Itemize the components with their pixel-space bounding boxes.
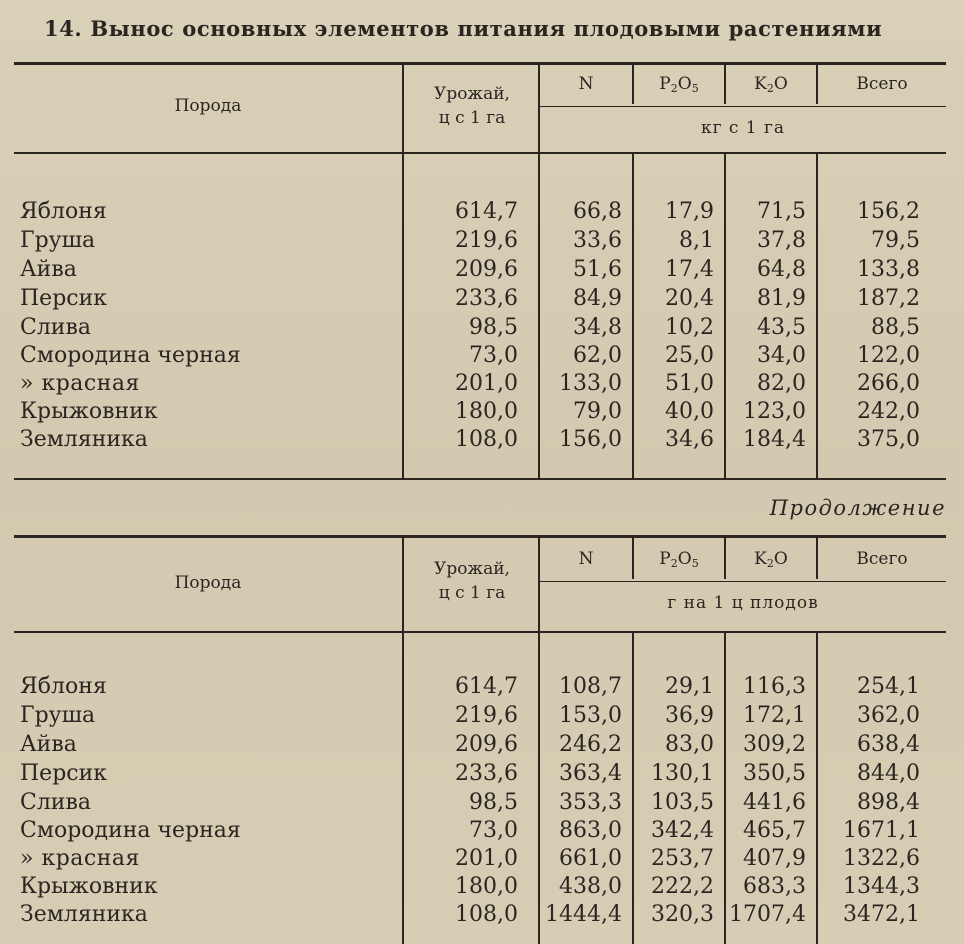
n-cell: 133,0: [559, 371, 622, 396]
p2o5-cell: 103,5: [651, 790, 714, 815]
n-cell: 153,0: [559, 703, 622, 728]
yield-cell: 180,0: [455, 874, 518, 899]
n-cell: 438,0: [559, 874, 622, 899]
table-row: [14, 198, 946, 226]
header-p2o5: [634, 549, 724, 570]
total-cell: 266,0: [857, 371, 920, 396]
k2o-cell: 81,9: [757, 286, 806, 311]
table-g-per-centner: [14, 535, 946, 944]
k2o-cell: 82,0: [757, 371, 806, 396]
p2o5-cell: 34,6: [665, 427, 714, 452]
table-row: [14, 314, 946, 342]
yield-cell: 233,6: [455, 761, 518, 786]
o-symbol: O: [677, 549, 692, 569]
p2o5-cell: 320,3: [651, 902, 714, 927]
total-cell: 1322,6: [843, 846, 920, 871]
yield-cell: 201,0: [455, 371, 518, 396]
n-cell: 66,8: [573, 199, 622, 224]
p2o5-cell: 10,2: [665, 315, 714, 340]
o-symbol: O: [677, 74, 692, 94]
table-row: [14, 731, 946, 759]
p2o5-cell: 83,0: [665, 732, 714, 757]
table-row: [14, 426, 946, 454]
header-breed: Порода: [174, 96, 242, 116]
p2o5-cell: 29,1: [665, 674, 714, 699]
header-yield-line2: ц с 1 га: [438, 108, 506, 128]
p2o5-cell: 17,9: [665, 199, 714, 224]
k2o-cell: 407,9: [743, 846, 806, 871]
header-breed: Порода: [174, 573, 242, 593]
k2o-cell: 441,6: [743, 790, 806, 815]
breed-cell: Груша: [20, 703, 96, 728]
p2o5-cell: 222,2: [651, 874, 714, 899]
k2o-cell: 37,8: [757, 228, 806, 253]
yield-cell: 108,0: [455, 427, 518, 452]
total-cell: 1671,1: [843, 818, 920, 843]
header-yield-line1: Урожай,: [434, 84, 510, 104]
k2o-cell: 683,3: [743, 874, 806, 899]
p-subscript: 2: [670, 557, 678, 570]
k2o-cell: 71,5: [757, 199, 806, 224]
n-cell: 1444,4: [545, 902, 622, 927]
k2o-cell: 116,3: [743, 674, 806, 699]
table-row: [14, 702, 946, 730]
n-cell: 79,0: [573, 399, 622, 424]
p-symbol: P: [659, 549, 671, 569]
k2o-cell: 123,0: [743, 399, 806, 424]
header-units: г на 1 ц плодов: [667, 593, 819, 613]
p2o5-cell: 130,1: [651, 761, 714, 786]
total-cell: 3472,1: [843, 902, 920, 927]
table-row: [14, 256, 946, 284]
n-cell: 62,0: [573, 343, 622, 368]
p-symbol: P: [659, 74, 671, 94]
breed-cell: Груша: [20, 228, 96, 253]
yield-cell: 209,6: [455, 257, 518, 282]
o-symbol: O: [773, 74, 788, 94]
header-yield: [406, 557, 538, 605]
breed-cell: » красная: [20, 846, 140, 871]
p2o5-cell: 253,7: [651, 846, 714, 871]
top-rule: [14, 62, 946, 65]
total-cell: 88,5: [871, 315, 920, 340]
table-row: [14, 227, 946, 255]
yield-cell: 73,0: [469, 343, 518, 368]
k2o-cell: 465,7: [743, 818, 806, 843]
table-row: [14, 873, 946, 901]
header-total: Всего: [856, 74, 908, 94]
k2o-cell: 172,1: [743, 703, 806, 728]
total-cell: 156,2: [857, 199, 920, 224]
k2o-cell: 43,5: [757, 315, 806, 340]
k-subscript: 2: [766, 557, 774, 570]
total-cell: 187,2: [857, 286, 920, 311]
units-rule: [540, 106, 946, 107]
breed-cell: Яблоня: [20, 199, 107, 224]
p2o5-cell: 20,4: [665, 286, 714, 311]
n-cell: 863,0: [559, 818, 622, 843]
total-cell: 898,4: [857, 790, 920, 815]
k-symbol: K: [754, 549, 767, 569]
yield-cell: 180,0: [455, 399, 518, 424]
yield-cell: 219,6: [455, 228, 518, 253]
header-n: N: [578, 549, 594, 569]
header-k2o: [726, 549, 816, 570]
yield-cell: 614,7: [455, 674, 518, 699]
breed-cell: Яблоня: [20, 674, 107, 699]
table-row: [14, 398, 946, 426]
units-rule: [540, 581, 946, 582]
table-kg-per-ha: [14, 62, 946, 480]
continuation-label: Продолжение: [769, 496, 946, 520]
k2o-cell: 184,4: [743, 427, 806, 452]
breed-cell: Смородина черная: [20, 343, 241, 368]
table-row: [14, 673, 946, 701]
breed-cell: Персик: [20, 286, 108, 311]
k2o-cell: 1707,4: [729, 902, 806, 927]
header-p2o5: [634, 74, 724, 95]
breed-cell: Крыжовник: [20, 874, 158, 899]
p-subscript: 2: [670, 82, 678, 95]
o-subscript: 5: [691, 82, 699, 95]
header-rule: [14, 152, 946, 154]
total-cell: 362,0: [857, 703, 920, 728]
p2o5-cell: 17,4: [665, 257, 714, 282]
header-total: Всего: [856, 549, 908, 569]
total-cell: 242,0: [857, 399, 920, 424]
p2o5-cell: 25,0: [665, 343, 714, 368]
breed-cell: Слива: [20, 790, 91, 815]
k2o-cell: 350,5: [743, 761, 806, 786]
total-cell: 1344,3: [843, 874, 920, 899]
table-row: [14, 285, 946, 313]
p2o5-cell: 51,0: [665, 371, 714, 396]
o-symbol: O: [773, 549, 788, 569]
yield-cell: 219,6: [455, 703, 518, 728]
table-row: [14, 845, 946, 873]
n-cell: 33,6: [573, 228, 622, 253]
table-row: [14, 901, 946, 929]
p2o5-cell: 40,0: [665, 399, 714, 424]
n-cell: 363,4: [559, 761, 622, 786]
table-row: [14, 760, 946, 788]
yield-cell: 201,0: [455, 846, 518, 871]
o-subscript: 5: [691, 557, 699, 570]
total-cell: 844,0: [857, 761, 920, 786]
breed-cell: Земляника: [20, 902, 148, 927]
yield-cell: 98,5: [469, 315, 518, 340]
p2o5-cell: 36,9: [665, 703, 714, 728]
breed-cell: Слива: [20, 315, 91, 340]
top-rule: [14, 535, 946, 538]
yield-cell: 209,6: [455, 732, 518, 757]
total-cell: 638,4: [857, 732, 920, 757]
breed-cell: » красная: [20, 371, 140, 396]
n-cell: 246,2: [559, 732, 622, 757]
yield-cell: 98,5: [469, 790, 518, 815]
n-cell: 34,8: [573, 315, 622, 340]
breed-cell: Персик: [20, 761, 108, 786]
bottom-rule: [14, 478, 946, 480]
yield-cell: 233,6: [455, 286, 518, 311]
k-symbol: K: [754, 74, 767, 94]
yield-cell: 108,0: [455, 902, 518, 927]
breed-cell: Земляника: [20, 427, 148, 452]
table-row: [14, 370, 946, 398]
table-title-text: Вынос основных элементов питания плодовыми растениями: [90, 16, 883, 41]
table-number: 14.: [44, 16, 83, 41]
header-yield-line1: Урожай,: [434, 559, 510, 579]
table-row: [14, 342, 946, 370]
table-row: [14, 817, 946, 845]
page-title: [44, 16, 882, 41]
breed-cell: Айва: [20, 257, 77, 282]
total-cell: 254,1: [857, 674, 920, 699]
total-cell: 79,5: [871, 228, 920, 253]
header-yield: [406, 82, 538, 130]
n-cell: 353,3: [559, 790, 622, 815]
yield-cell: 73,0: [469, 818, 518, 843]
breed-cell: Смородина черная: [20, 818, 241, 843]
table-row: [14, 789, 946, 817]
header-units: кг с 1 га: [700, 118, 786, 138]
n-cell: 156,0: [559, 427, 622, 452]
n-cell: 84,9: [573, 286, 622, 311]
n-cell: 661,0: [559, 846, 622, 871]
p2o5-cell: 342,4: [651, 818, 714, 843]
yield-cell: 614,7: [455, 199, 518, 224]
p2o5-cell: 8,1: [679, 228, 714, 253]
n-cell: 51,6: [573, 257, 622, 282]
total-cell: 133,8: [857, 257, 920, 282]
header-rule: [14, 631, 946, 633]
n-cell: 108,7: [559, 674, 622, 699]
k2o-cell: 64,8: [757, 257, 806, 282]
k-subscript: 2: [766, 82, 774, 95]
header-n: N: [578, 74, 594, 94]
total-cell: 122,0: [857, 343, 920, 368]
header-yield-line2: ц с 1 га: [438, 583, 506, 603]
k2o-cell: 34,0: [757, 343, 806, 368]
k2o-cell: 309,2: [743, 732, 806, 757]
total-cell: 375,0: [857, 427, 920, 452]
breed-cell: Айва: [20, 732, 77, 757]
breed-cell: Крыжовник: [20, 399, 158, 424]
header-k2o: [726, 74, 816, 95]
